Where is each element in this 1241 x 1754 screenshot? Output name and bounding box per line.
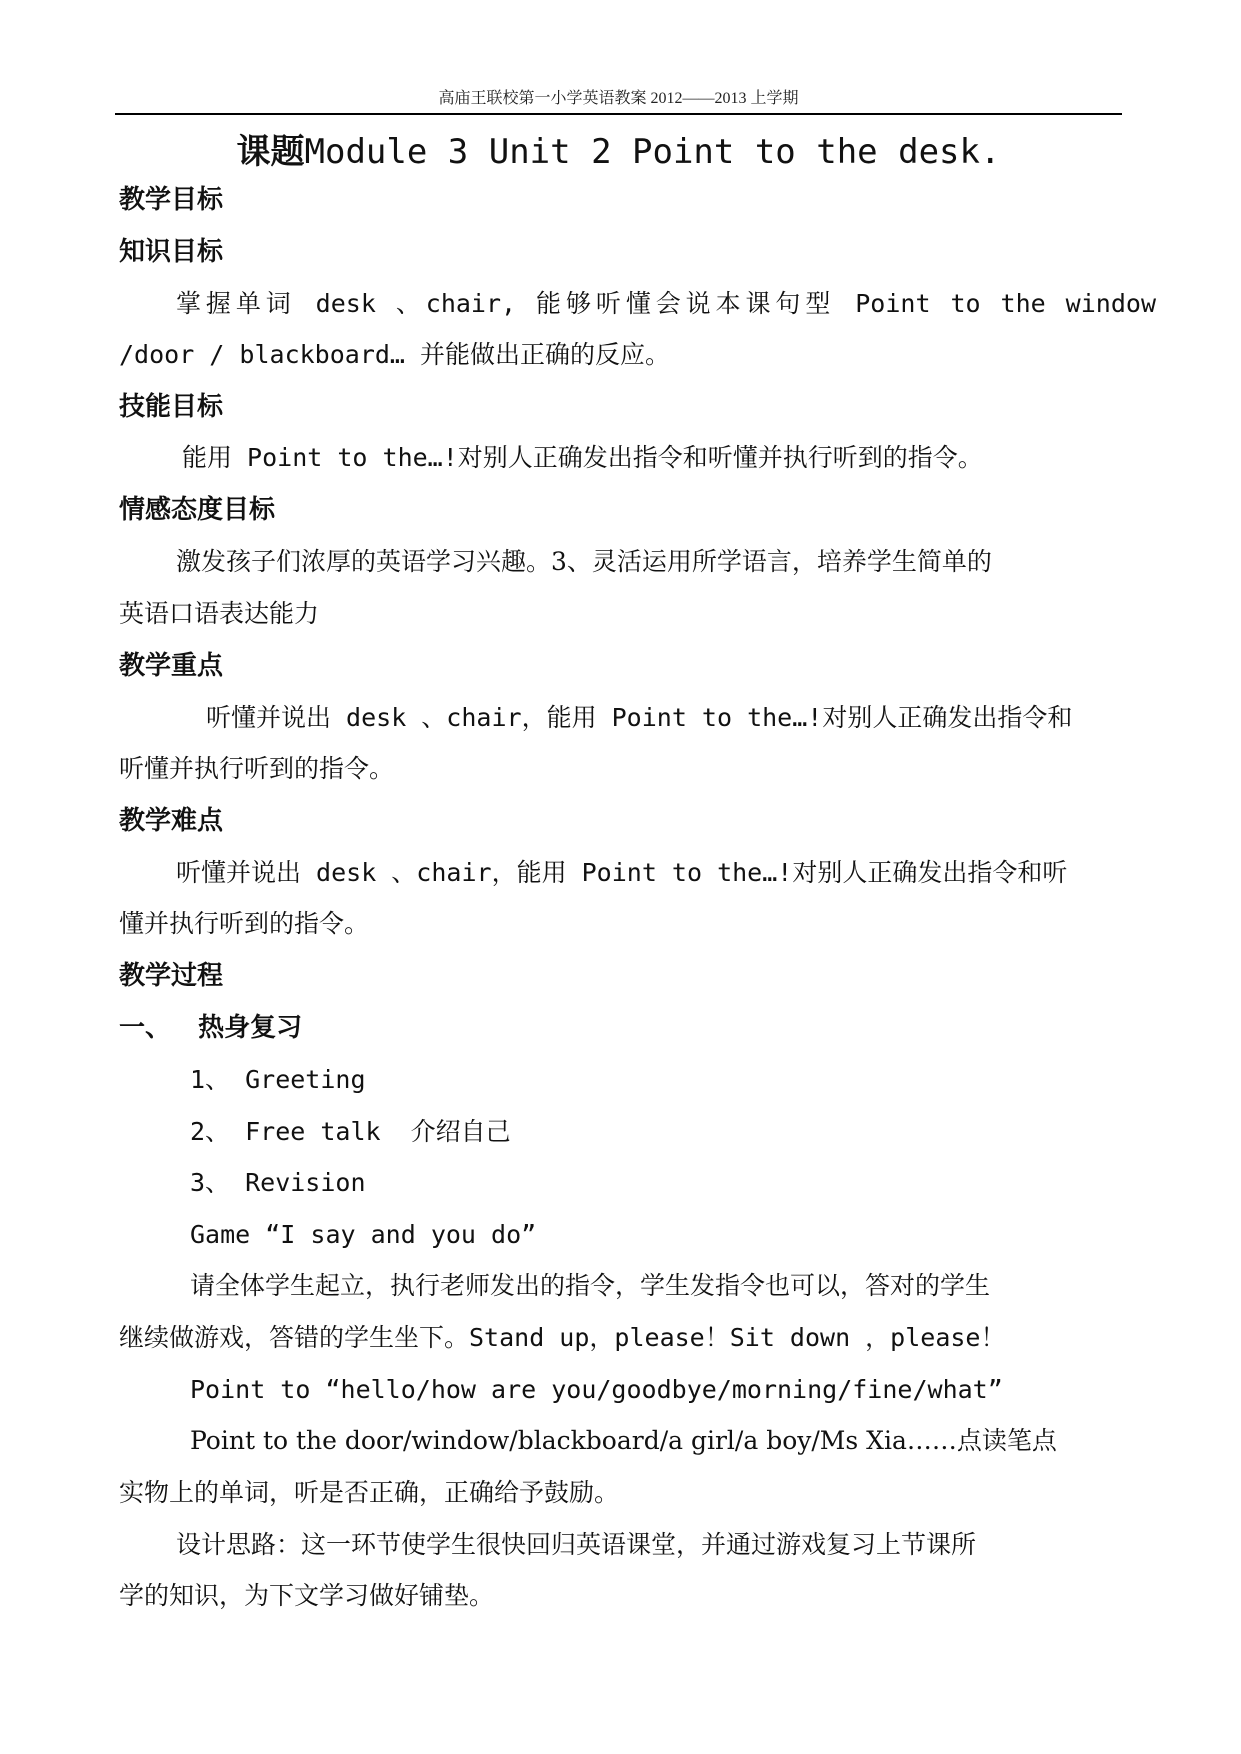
game-desc-1: 请全体学生起立，执行老师发出的指令，学生发指令也可以，答对的学生 bbox=[190, 1271, 991, 1300]
heading-key-points: 教学重点 bbox=[119, 651, 224, 681]
title-prefix: 课题 bbox=[236, 132, 305, 172]
header-divider bbox=[115, 113, 1122, 115]
step-item-2: 2、 Free talk 介绍自己 bbox=[190, 1117, 511, 1146]
heading-difficult-points: 教学难点 bbox=[119, 806, 224, 836]
title-text: Module 3 Unit 2 Point to the desk. bbox=[304, 132, 1001, 172]
design-line-2: 学的知识，为下文学习做好铺垫。 bbox=[119, 1581, 495, 1610]
emotion-line-1: 激发孩子们浓厚的英语学习兴趣。3、灵活运用所学语言，培养学生简单的 bbox=[176, 547, 992, 576]
key-line-1: 听懂并说出 desk 、chair，能用 Point to the…!对别人正确发出指令和 bbox=[206, 703, 1073, 732]
heading-emotion-goals: 情感态度目标 bbox=[119, 495, 276, 525]
knowledge-line-2: /door / blackboard… 并能做出正确的反应。 bbox=[119, 340, 671, 369]
heading-skill-goals: 技能目标 bbox=[119, 392, 224, 422]
page-header: 高庙王联校第一小学英语教案 2012——2013 上学期 bbox=[438, 90, 799, 107]
game-title: Game “I say and you do” bbox=[190, 1220, 537, 1249]
design-line-1: 设计思路：这一环节使学生很快回归英语课堂，并通过游戏复习上节课所 bbox=[176, 1530, 977, 1559]
knowledge-line-1: 掌握单词 desk 、chair, 能够听懂会说本课句型 Point to the window bbox=[176, 289, 1156, 318]
step-item-3: 3、 Revision bbox=[190, 1168, 366, 1197]
emotion-line-2: 英语口语表达能力 bbox=[119, 599, 320, 628]
skill-line-1: 能用 Point to the…!对别人正确发出指令和听懂并执行听到的指令。 bbox=[182, 443, 983, 472]
document-title bbox=[115, 124, 1122, 173]
step-1-heading: 一、 热身复习 bbox=[119, 1013, 303, 1043]
key-line-2: 听懂并执行听到的指令。 bbox=[119, 754, 395, 783]
point-objects-line-1: Point to the door/window/blackboard/a girl/a boy/Ms Xia……点读笔点 bbox=[190, 1426, 1057, 1455]
point-words-line: Point to “hello/how are you/goodbye/morning/fine/what” bbox=[190, 1375, 1003, 1404]
step-item-1: 1、 Greeting bbox=[190, 1065, 366, 1094]
point-objects-line-2: 实物上的单词，听是否正确，正确给予鼓励。 bbox=[119, 1478, 620, 1507]
difficult-line-1: 听懂并说出 desk 、chair，能用 Point to the…!对别人正确发出指令和听 bbox=[176, 858, 1068, 887]
game-desc-2: 继续做游戏，答错的学生坐下。Stand up，please！Sit down ，please！ bbox=[119, 1323, 1006, 1352]
heading-knowledge-goals: 知识目标 bbox=[119, 237, 224, 267]
difficult-line-2: 懂并执行听到的指令。 bbox=[119, 909, 370, 938]
heading-teaching-goals: 教学目标 bbox=[119, 185, 224, 215]
heading-process: 教学过程 bbox=[119, 961, 224, 991]
